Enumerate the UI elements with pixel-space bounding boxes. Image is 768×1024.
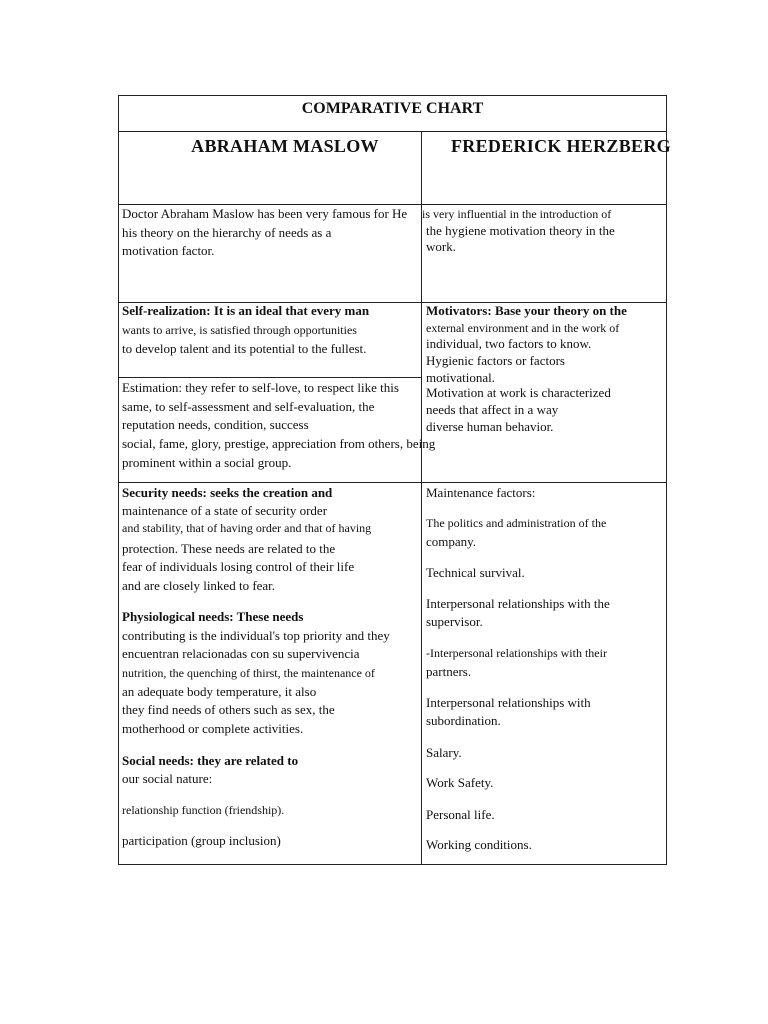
motivators-line: diverse human behavior. <box>426 419 554 434</box>
estimation-line: prominent within a social group. <box>122 455 292 470</box>
maintenance-item: Working conditions. <box>426 837 532 852</box>
estimation-line: Estimation: they refer to self-love, to respect like this <box>122 380 399 395</box>
physiological-line: motherhood or complete activities. <box>122 721 304 736</box>
motivators-line: motivational. <box>426 370 495 385</box>
motivators-line: Motivation at work is characterized <box>426 385 611 400</box>
maslow-header: ABRAHAM MASLOW <box>191 136 379 156</box>
self-realization-divider <box>118 377 422 378</box>
security-line: maintenance of a state of security order <box>122 503 328 518</box>
herzberg-header: FREDERICK HERZBERG <box>451 136 671 156</box>
estimation-line: same, to self-assessment and self-evaluation, the <box>122 399 375 414</box>
maintenance-item: Interpersonal relationships with <box>426 695 591 710</box>
physiological-line: nutrition, the quenching of thirst, the maintenance of <box>122 666 375 680</box>
security-heading: Security needs: seeks the creation and <box>122 485 333 500</box>
maintenance-item: Technical survival. <box>426 565 525 580</box>
maintenance-item: company. <box>426 534 477 549</box>
physiological-line: an adequate body temperature, it also <box>122 684 317 699</box>
maintenance-item: Work Safety. <box>426 775 494 790</box>
self-realization-line: wants to arrive, is satisfied through opportunities <box>122 323 357 337</box>
motivators-heading: Motivators: Base your theory on the <box>426 303 627 318</box>
maintenance-item: Salary. <box>426 745 462 760</box>
table-border-top <box>118 95 667 96</box>
chart-title: COMPARATIVE CHART <box>301 100 484 117</box>
herzberg-intro-line: is very influential in the introduction of <box>422 207 612 221</box>
maintenance-item: partners. <box>426 664 472 679</box>
self-realization-line: to develop talent and its potential to the fullest. <box>122 341 367 356</box>
estimation-line: social, fame, glory, prestige, appreciation from others, being <box>122 436 436 451</box>
social-line: relationship function (friendship). <box>122 803 285 817</box>
security-line: and are closely linked to fear. <box>122 578 276 593</box>
social-line: participation (group inclusion) <box>122 833 281 848</box>
security-line: fear of individuals losing control of their life <box>122 559 355 574</box>
maintenance-item: subordination. <box>426 713 501 728</box>
motivators-line: needs that affect in a way <box>426 402 559 417</box>
motivators-line: individual, two factors to know. <box>426 336 592 351</box>
herzberg-intro-line: the hygiene motivation theory in the <box>426 223 615 238</box>
self-realization-heading: Self-realization: It is an ideal that every man <box>122 303 370 318</box>
security-line: protection. These needs are related to the <box>122 541 336 556</box>
physiological-line: they find needs of others such as sex, the <box>122 702 335 717</box>
estimation-divider <box>118 482 667 483</box>
maslow-intro-line: his theory on the hierarchy of needs as a <box>122 225 332 240</box>
maintenance-item: -Interpersonal relationships with their <box>426 646 607 660</box>
physiological-line: contributing is the individual's top priority and they <box>122 628 390 643</box>
maintenance-item: The politics and administration of the <box>426 516 607 530</box>
column-divider <box>421 131 422 865</box>
table-border-bottom <box>118 864 667 865</box>
maintenance-item: Personal life. <box>426 807 495 822</box>
motivators-line: external environment and in the work of <box>426 321 620 335</box>
table-border-right <box>666 95 667 865</box>
maslow-intro-line: Doctor Abraham Maslow has been very famous for He <box>122 206 408 221</box>
physiological-line: encuentran relacionadas con su supervivencia <box>122 646 360 661</box>
maintenance-item: Interpersonal relationships with the <box>426 596 610 611</box>
security-line: and stability, that of having order and that of having <box>122 521 372 535</box>
physiological-heading: Physiological needs: These needs <box>122 609 304 624</box>
table-border-left <box>118 95 119 865</box>
social-line: our social nature: <box>122 771 213 786</box>
title-divider <box>118 131 667 132</box>
estimation-line: reputation needs, condition, success <box>122 417 309 432</box>
maintenance-item: supervisor. <box>426 614 483 629</box>
maslow-intro-line: motivation factor. <box>122 243 215 258</box>
social-heading: Social needs: they are related to <box>122 753 299 768</box>
herzberg-intro-line: work. <box>426 239 456 254</box>
motivators-line: Hygienic factors or factors <box>426 353 565 368</box>
maintenance-heading: Maintenance factors: <box>426 485 536 500</box>
